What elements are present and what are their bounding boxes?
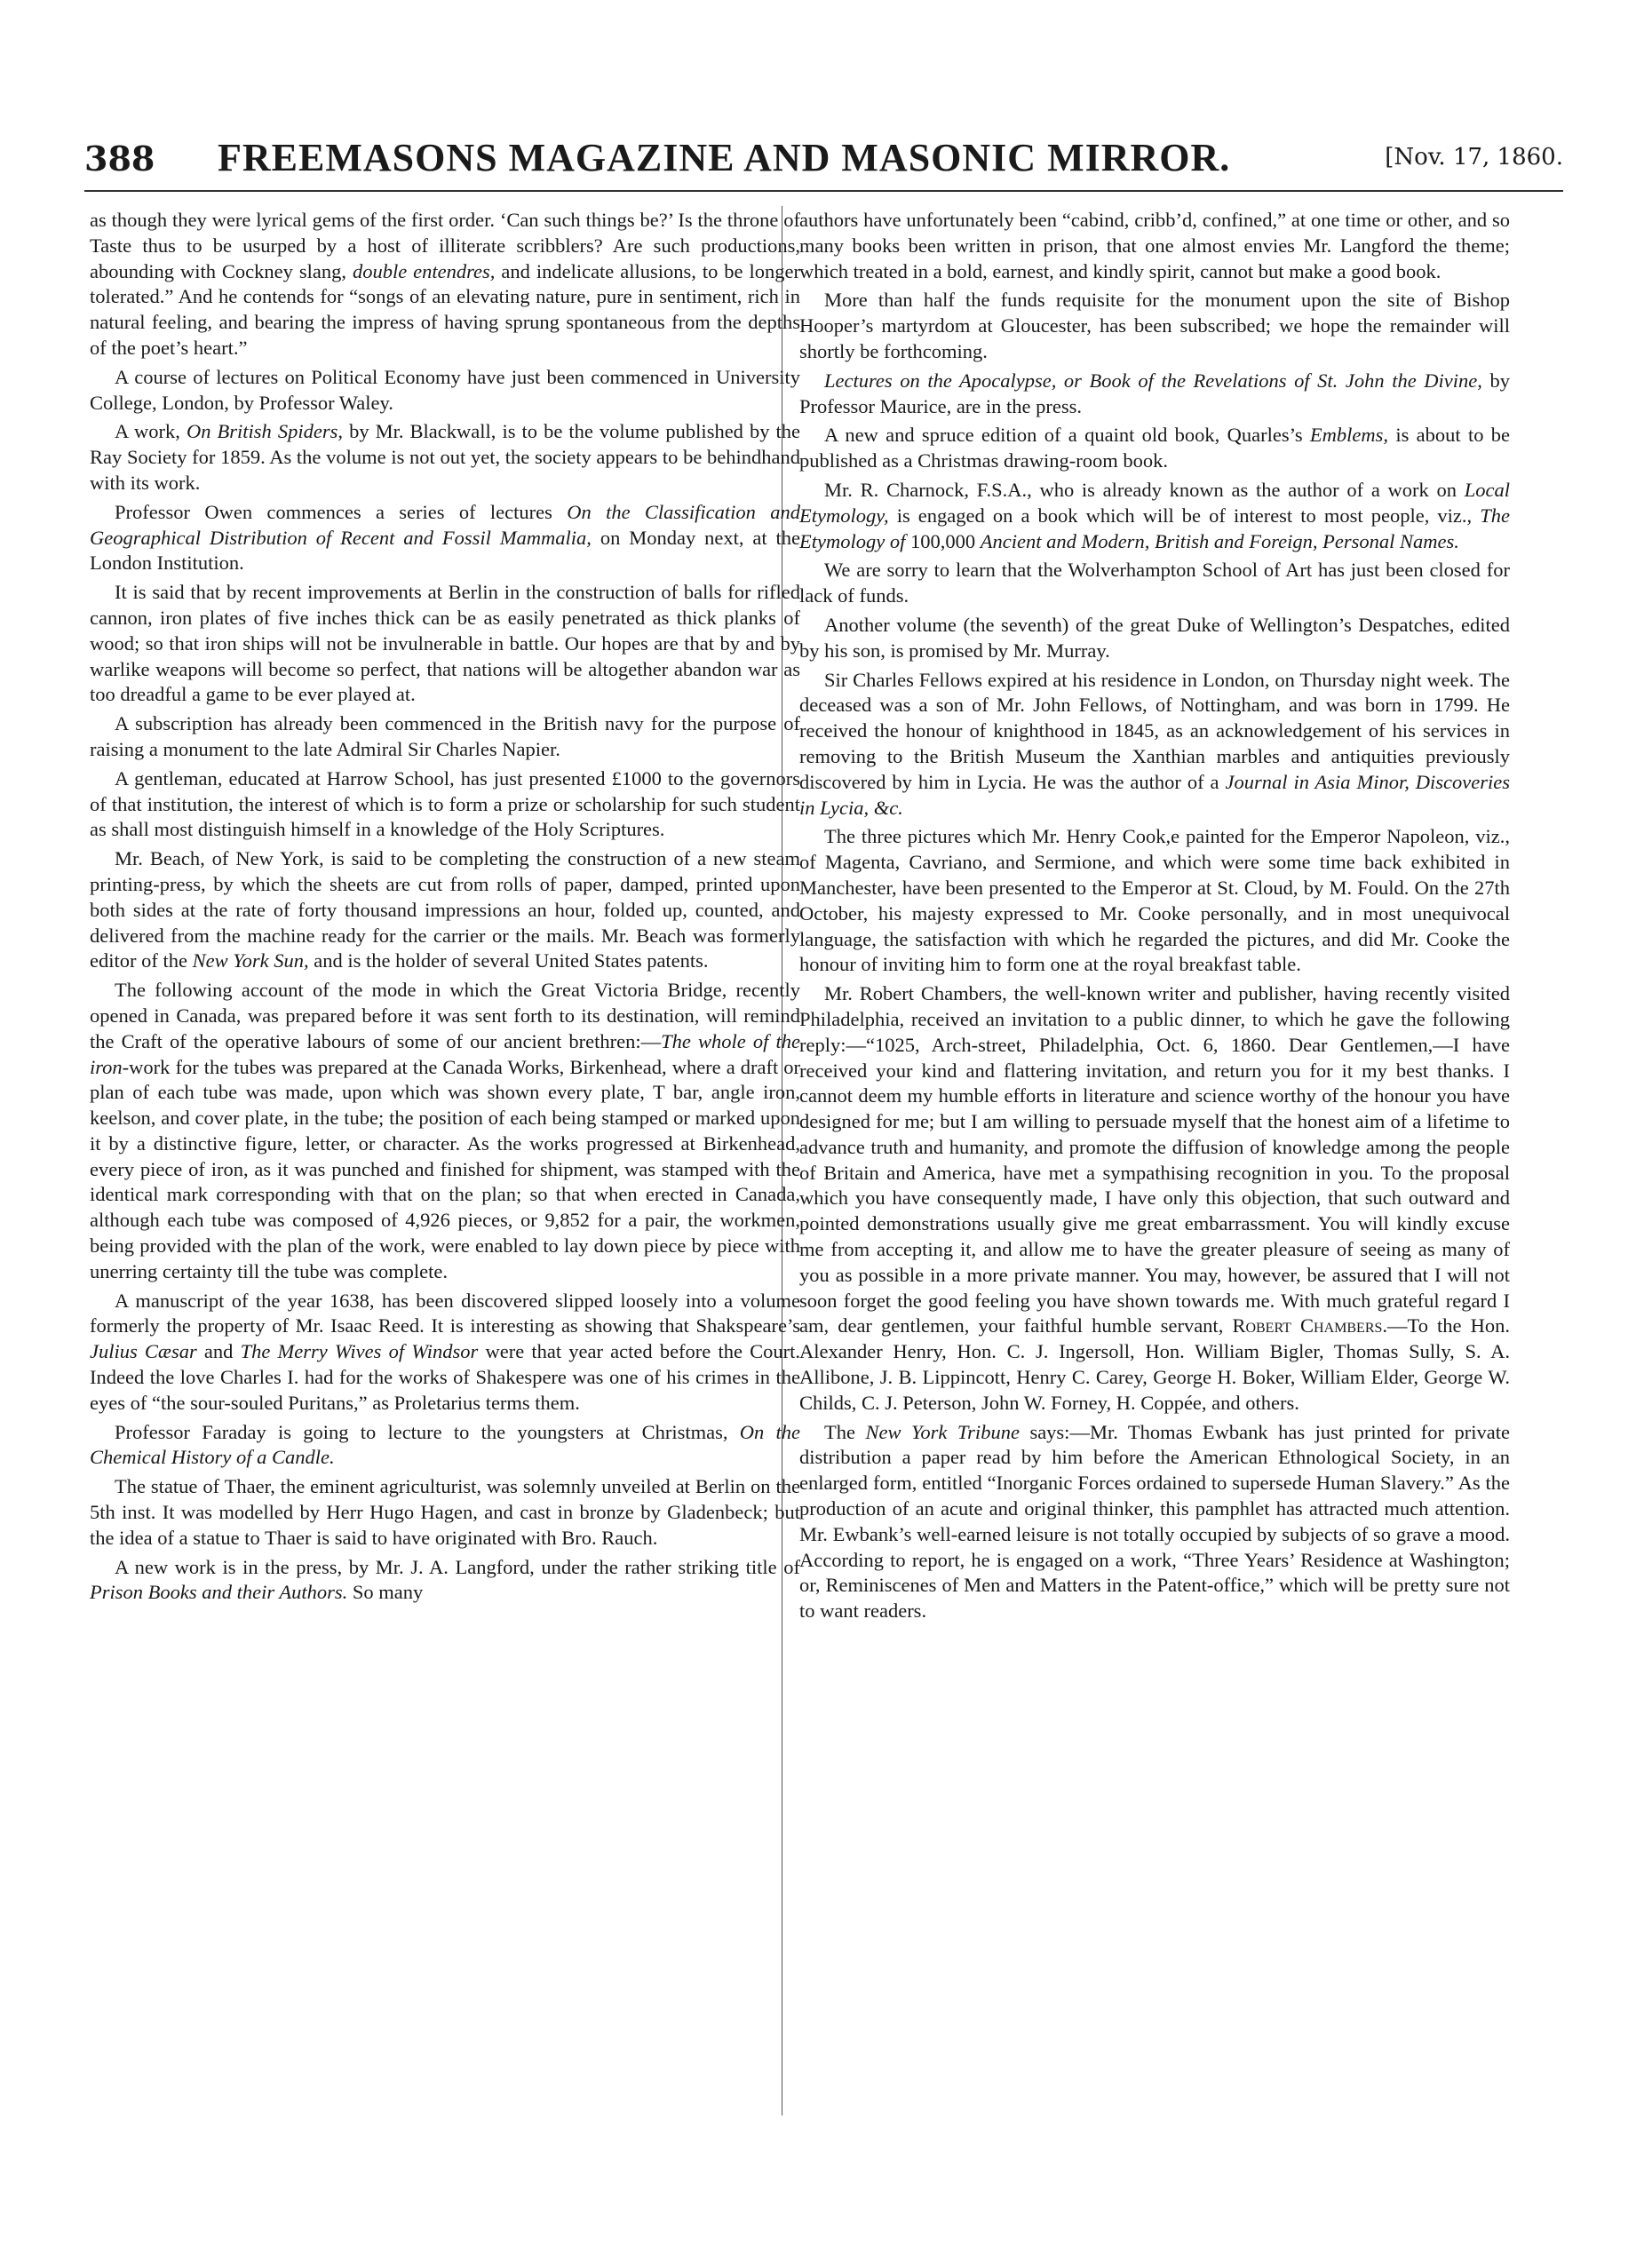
- paragraph: We are sorry to learn that the Wolverhampton School of Art has just been closed for lack of funds.: [799, 559, 1510, 607]
- paragraph: The New York Tribune says:—Mr. Thomas Ewbank has just printed for private distribution a paper read by him before the American Ethnological Society, in an enlarged form, entitled “Inorganic Forces ordained to supersede Human Slavery.” As the production of an acute and original thinker, this pamphlet has attracted much attention. Mr. Ewbank’s well-earned leisure is not totally occupied by subjects of so grave a mood. According to report, he is engaged on a work, “Three Years’ Residence at Washington; or, Reminiscenes of Men and Matters in the Patent-office,” which will be pretty sure not to want readers.: [799, 1420, 1510, 1623]
- page-header: [84, 131, 1563, 190]
- paragraph: authors have unfortunately been “cabind, cribb’d, confined,” at one time or other, and so many books been written in prison, that one almost envies Mr. Langford the theme; which treated in a bold, earnest, and kindly spirit, cannot but make a good book.: [799, 209, 1510, 282]
- paragraph: Professor Owen commences a series of lectures On the Classification and Geographical Distribution of Recent and Fossil Mammalia, on Monday next, at the London Institution.: [90, 500, 800, 575]
- paragraph: Sir Charles Fellows expired at his residence in London, on Thursday night week. The deceased was a son of Mr. John Fellows, of Nottingham, and was born in 1799. He received the honour of knighthood in 1845, as an acknowledgement of his services in removing to the British Museum the Xanthian marbles and antiquities previously discovered by him in Lycia. He was the author of a Journal in Asia Minor, Discoveries in Lycia, &c.: [799, 668, 1510, 819]
- paragraph: as though they were lyrical gems of the first order. ‘Can such things be?’ Is the throne of Taste thus to be usurped by a host of illiterate scribblers? Are such productions, abounding with Cockney slang, double entendres, and indelicate allusions, to be longer tolerated.” And he contends for “songs of an elevating nature, pure in sentiment, rich in natural feeling, and bearing the impress of having sprung spontaneous from the depths of the poet’s heart.”: [90, 209, 800, 359]
- paragraph: The following account of the mode in which the Great Victoria Bridge, recently opened in Canada, was prepared before it was sent forth to its destination, will remind the Craft of the operative labours of some of our ancient brethren:—The whole of the iron-work for the tubes was prepared at the Canada Works, Birkenhead, where a draft or plan of each tube was made, upon which was shown every plate, T bar, angle iron, keelson, and cover plate, in the tube; the position of each being stamped or marked upon it by a distinctive figure, letter, or character. As the works progressed at Birkenhead, every piece of iron, as it was punched and finished for shipment, was stamped with the identical mark corresponding with that on the plan; so that when erected in Canada, although each tube was composed of 4,926 pieces, or 9,852 for a pair, the workmen, being provided with the plan of the work, were enabled to lay down piece by piece with unerring certainty till the tube was complete.: [90, 979, 800, 1282]
- magazine-title: FREEMASONS MAGAZINE AND MASONIC MIRROR.: [218, 136, 1231, 179]
- issue-date: [Nov. 17, 1860.: [1385, 144, 1563, 171]
- paragraph: The three pictures which Mr. Henry Cook,e painted for the Emperor Napoleon, viz., of Magenta, Cavriano, and Sermione, and which were some time back exhibited in Manchester, have been presented to the Emperor at St. Cloud, by M. Fould. On the 27th October, his majesty expressed to Mr. Cooke personally, and in most unequivocal language, the satisfaction with which he regarded the pictures, and did Mr. Cooke the honour of inviting him to form one at the royal breakfast table.: [799, 825, 1510, 976]
- paragraph: A manuscript of the year 1638, has been discovered slipped loosely into a volume formerly the property of Mr. Isaac Reed. It is interesting as showing that Shakspeare’s Julius Cæsar and The Merry Wives of Windsor were that year acted before the Court. Indeed the love Charles I. had for the works of Shakespere was one of his crimes in the eyes of “the sour-souled Puritans,” as Proletarius terms them.: [90, 1289, 800, 1414]
- right-column: [799, 208, 1510, 2197]
- paragraph: Another volume (the seventh) of the great Duke of Wellington’s Despatches, edited by his son, is promised by Mr. Murray.: [799, 613, 1510, 662]
- paragraph: Mr. Robert Chambers, the well-known writer and publisher, having recently visited Philadelphia, received an invitation to a public dinner, to which he gave the following reply:—“1025, Arch-street, Philadelphia, Oct. 6, 1860. Dear Gentlemen,—I have received your kind and flattering invitation, and return you for it my best thanks. I cannot deem my humble efforts in literature and science worthy of the honour you have designed for me; but I am willing to persuade myself that the honest aim of a lifetime to advance truth and humanity, and promote the diffusion of knowledge among the people of Britain and America, have met a sympathising recognition in you. To the proposal which you have consequently made, I have only this objection, that such outward and pointed demonstrations usually give me great embarrassment. You will kindly excuse me from accepting it, and allow me to have the greater pleasure of seeing as many of you as possible in a more private manner. You may, however, be assured that I will not soon forget the good feeling you have shown towards me. With much grateful regard I am, dear gentlemen, your faithful humble servant, Robert Chambers.—To the Hon. Alexander Henry, Hon. C. J. Ingersoll, Hon. William Bigler, Thomas Sully, S. A. Allibone, J. B. Lippincott, Henry C. Carey, George H. Boker, William Elder, George W. Childs, C. J. Peterson, John W. Forney, H. Coppée, and others.: [799, 982, 1510, 1414]
- paragraph: The statue of Thaer, the eminent agriculturist, was solemnly unveiled at Berlin on the 5th inst. It was modelled by Herr Hugo Hagen, and cast in bronze by Gladenbeck; but the idea of a statue to Thaer is said to have originated with Bro. Rauch.: [90, 1475, 800, 1549]
- paragraph: Professor Faraday is going to lecture to the youngsters at Christmas, On the Chemical History of a Candle.: [90, 1420, 800, 1469]
- paragraph: It is said that by recent improvements at Berlin in the construction of balls for rifled cannon, iron plates of five inches thick can be as easily penetrated as thick planks of wood; so that iron ships will not be invulnerable in battle. Our hopes are that by and by warlike weapons will become so perfect, that nations will be altogether abandon war as too dreadful a game to be ever played at.: [90, 581, 800, 706]
- paragraph: A course of lectures on Political Economy have just been commenced in University College, London, by Professor Waley.: [90, 365, 800, 414]
- page-number: 388: [84, 139, 155, 179]
- header-rule: [84, 190, 1563, 192]
- paragraph: A work, On British Spiders, by Mr. Blackwall, is to be the volume published by the Ray Society for 1859. As the volume is not out yet, the society appears to be behindhand with its work.: [90, 420, 800, 494]
- paragraph: A new work is in the press, by Mr. J. A. Langford, under the rather striking title of Prison Books and their Authors. So many: [90, 1555, 800, 1604]
- paragraph: A subscription has already been commenced in the British navy for the purpose of raising a monument to the late Admiral Sir Charles Napier.: [90, 712, 800, 760]
- paragraph: Mr. R. Charnock, F.S.A., who is already known as the author of a work on Local Etymology, is engaged on a book which will be of interest to most people, viz., The Etymology of 100,000 Ancient and Modern, British and Foreign, Personal Names.: [799, 478, 1510, 552]
- paragraph: Lectures on the Apocalypse, or Book of the Revelations of St. John the Divine, by Professor Maurice, are in the press.: [799, 369, 1510, 417]
- paragraph: A new and spruce edition of a quaint old book, Quarles’s Emblems, is about to be published as a Christmas drawing-room book.: [799, 424, 1510, 472]
- paragraph: A gentleman, educated at Harrow School, has just presented £1000 to the governors of that institution, the interest of which is to form a prize or scholarship for such student as shall most distinguish himself in a knowledge of the Holy Scriptures.: [90, 766, 800, 841]
- paragraph: Mr. Beach, of New York, is said to be completing the construction of a new steam printing-press, by which the sheets are cut from rolls of paper, damped, printed upon both sides at the rate of forty thousand impressions an hour, folded up, counted, and delivered from the machine ready for the carrier or the mails. Mr. Beach was formerly editor of the New York Sun, and is the holder of several United States patents.: [90, 847, 800, 972]
- paragraph: More than half the funds requisite for the monument upon the site of Bishop Hooper’s martyrdom at Gloucester, has been subscribed; we hope the remainder will shortly be forthcoming.: [799, 289, 1510, 362]
- left-column: [90, 208, 800, 2197]
